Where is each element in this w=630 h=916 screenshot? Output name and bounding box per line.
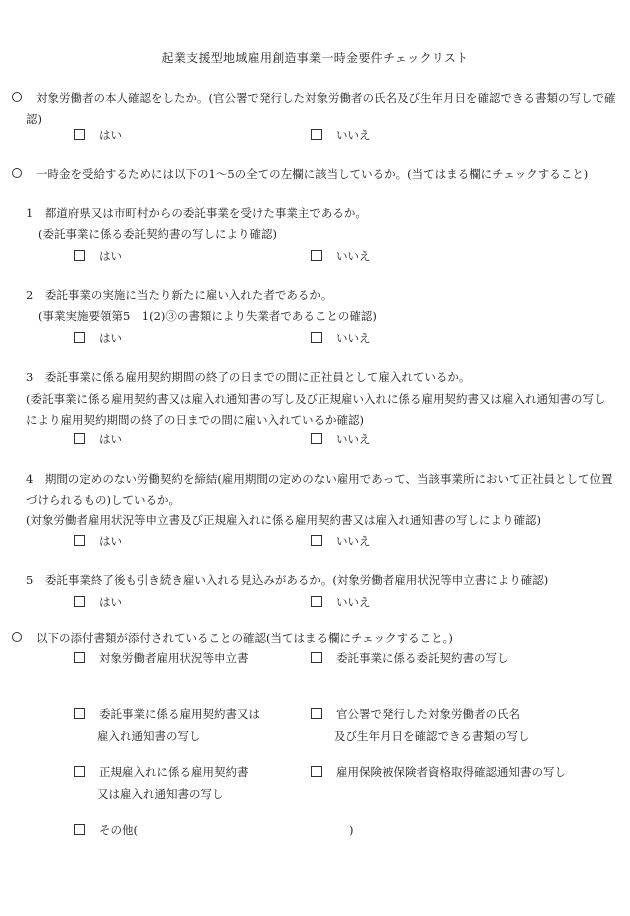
checkbox-icon	[74, 250, 85, 261]
checkbox-icon	[311, 250, 322, 261]
checkbox-icon	[311, 652, 322, 663]
item1-no-checkbox[interactable]: いいえ	[311, 248, 371, 266]
checkbox-icon	[74, 433, 85, 444]
requirement-note-4: (対象労働者雇用状況等申立書及び正規雇入れに係る雇用契約書又は雇入れ通知書の写しにより確認)	[26, 513, 541, 527]
checkbox-icon	[74, 824, 85, 835]
item4-yes-checkbox[interactable]: はい	[74, 533, 122, 551]
attachment-regular-hire-contract-line2: 又は雇入れ通知書の写し	[97, 787, 224, 801]
checkbox-icon	[74, 129, 85, 140]
attachment-other-close-paren: )	[349, 823, 354, 837]
attachment-other-checkbox[interactable]: その他(	[74, 822, 138, 840]
item2-no-checkbox[interactable]: いいえ	[311, 330, 371, 348]
attachment-identity-document-checkbox[interactable]: 官公署で発行した対象労働者の氏名	[311, 706, 520, 724]
requirement-item-3: 3 委託事業に係る雇用契約期間の終了の日までの間に正社員として雇入れているか。	[26, 370, 471, 384]
checkbox-icon	[74, 766, 85, 777]
question-3-text: 以下の添付書類が添付されていることの確認(当てはまる欄にチェックすること。)	[36, 631, 453, 645]
item1-yes-checkbox[interactable]: はい	[74, 248, 122, 266]
item5-no-checkbox[interactable]: いいえ	[311, 594, 371, 612]
circle-bullet-icon	[12, 632, 22, 642]
requirement-note-1: (委託事業に係る委託契約書の写しにより確認)	[38, 227, 277, 241]
checkbox-icon	[311, 332, 322, 343]
item5-yes-checkbox[interactable]: はい	[74, 594, 122, 612]
requirement-note-2: (事業実施要領第5 1(2)③の書類により失業者であることの確認)	[38, 309, 377, 323]
attachment-entrustment-contract-checkbox[interactable]: 委託事業に係る委託契約書の写し	[311, 650, 509, 668]
attachment-insurance-notice-checkbox[interactable]: 雇用保険被保険者資格取得確認通知書の写し	[311, 764, 566, 782]
requirement-item-5: 5 委託事業終了後も引き続き雇い入れる見込みがあるか。(対象労働者雇用状況等申立書により確認)	[26, 573, 549, 587]
checkbox-icon	[311, 708, 322, 719]
checkbox-icon	[74, 708, 85, 719]
question-attachments	[12, 630, 592, 648]
question-1-text: 対象労働者の本人確認をしたか。(官公署で発行した対象労働者の氏名及び生年月日を確認できる書類の写しで確認)	[26, 91, 616, 126]
attachment-identity-document-line2: 及び生年月日を確認できる書類の写し	[334, 729, 530, 743]
requirement-item-2: 2 委託事業の実施に当たり新たに雇い入れた者であるか。	[26, 288, 333, 302]
attachment-employment-contract-line2: 雇入れ通知書の写し	[97, 729, 201, 743]
attachment-status-statement-checkbox[interactable]: 対象労働者雇用状況等申立書	[74, 650, 249, 668]
checkbox-icon	[311, 766, 322, 777]
checkbox-icon	[311, 129, 322, 140]
question-2-text: 一時金を受給するためには以下の1～5の全ての左欄に該当しているか。(当てはまる欄にチェックすること)	[36, 167, 589, 181]
question-requirements	[12, 164, 626, 185]
requirement-note-3: (委託事業に係る雇用契約書又は雇入れ通知書の写し及び正規雇い入れに係る雇用契約書又は雇入れ通知書の写しにより雇用契約期間の終了の日までの間に雇い入れているか確認)	[26, 392, 606, 427]
circle-bullet-icon	[12, 92, 22, 102]
checkbox-icon	[74, 332, 85, 343]
checkbox-icon	[74, 535, 85, 546]
checkbox-icon	[74, 652, 85, 663]
checkbox-icon	[311, 535, 322, 546]
requirement-item-1: 1 都道府県又は市町村からの委託事業を受けた事業主であるか。	[26, 206, 367, 220]
item3-yes-checkbox[interactable]: はい	[74, 431, 122, 449]
checkbox-icon	[311, 433, 322, 444]
checkbox-icon	[311, 596, 322, 607]
attachment-employment-contract-checkbox[interactable]: 委託事業に係る雇用契約書又は	[74, 706, 260, 724]
attachment-regular-hire-contract-checkbox[interactable]: 正規雇入れに係る雇用契約書	[74, 764, 249, 782]
item2-yes-checkbox[interactable]: はい	[74, 330, 122, 348]
page-title: 起業支援型地域雇用創造事業一時金要件チェックリスト	[161, 51, 469, 65]
item4-no-checkbox[interactable]: いいえ	[311, 533, 371, 551]
q1-yes-checkbox[interactable]: はい	[74, 127, 122, 145]
question-identity-check	[12, 88, 626, 130]
circle-bullet-icon	[12, 168, 22, 178]
requirement-item-4: 4 期間の定めのない労働契約を締結(雇用期間の定めのない雇用であって、当該事業所において正社員として位置づけられるもの)しているか。	[26, 472, 613, 507]
item3-no-checkbox[interactable]: いいえ	[311, 431, 371, 449]
checkbox-icon	[74, 596, 85, 607]
q1-no-checkbox[interactable]: いいえ	[311, 127, 371, 145]
